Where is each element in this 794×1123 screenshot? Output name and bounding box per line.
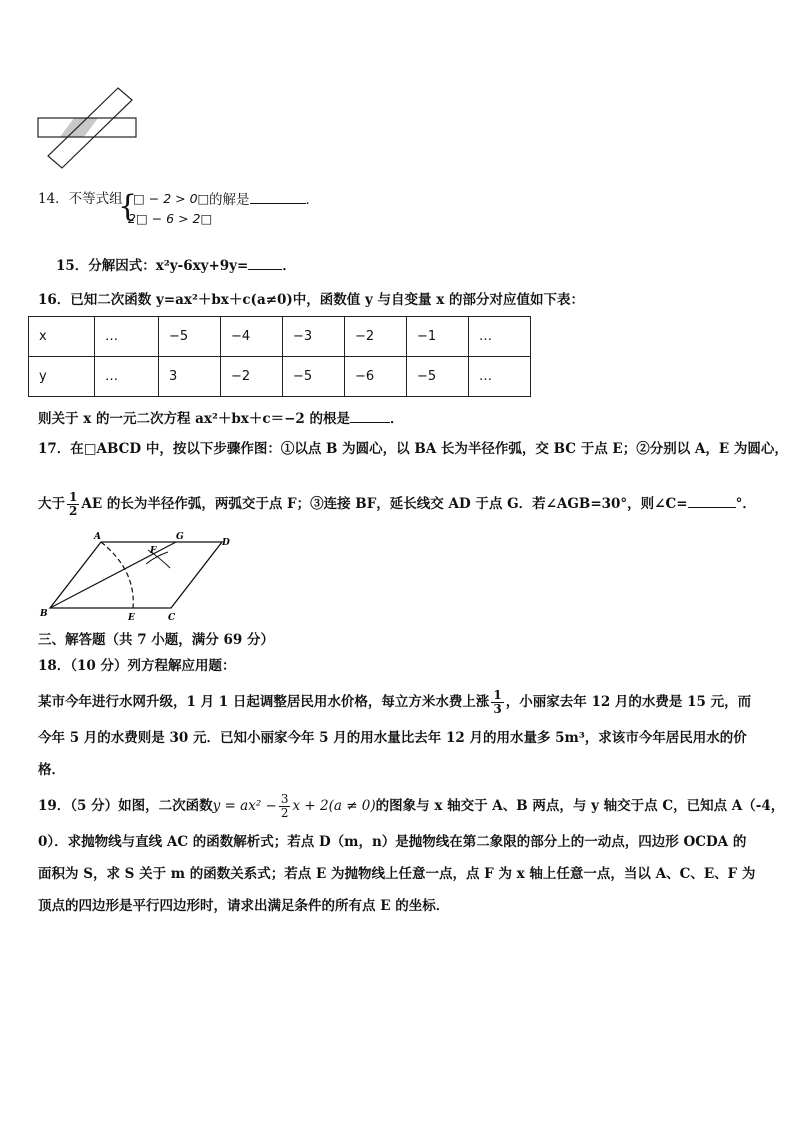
fraction-half — [67, 491, 79, 518]
system-brace: { — [118, 189, 138, 224]
table-cell: … — [469, 357, 531, 397]
q15-answer-blank[interactable] — [248, 255, 282, 270]
point-label-b: B — [40, 609, 48, 619]
section3-title: 三、解答题（共 7 小题，满分 69 分） — [38, 632, 274, 648]
q16-after — [38, 408, 758, 429]
question-18-line2 — [38, 728, 758, 748]
frac-num: 1 — [69, 490, 78, 504]
q18-title: 18．（10 分）列方程解应用题： — [38, 658, 236, 674]
question-16 — [38, 290, 758, 310]
question-19-line2 — [38, 832, 758, 852]
overlap-region — [60, 118, 98, 137]
question-17-line2 — [38, 483, 758, 519]
section-heading — [38, 630, 758, 650]
arc-ae — [101, 542, 133, 608]
frac-num: 1 — [493, 688, 502, 702]
q14-end: ． — [305, 192, 319, 208]
q15-text: 15．分解因式：x²y-6xy+9y= — [56, 258, 249, 274]
q14-answer-blank[interactable] — [250, 189, 306, 204]
frac-den: 2 — [280, 806, 289, 820]
q14-suffix: 的解是 — [209, 192, 250, 208]
q19-line4: 顶点的四边形是平行四边形时，请求出满足条件的所有点 E 的坐标． — [38, 898, 450, 914]
q14-label: 14．不等式组 — [38, 191, 123, 207]
fraction-three-halves — [279, 793, 291, 820]
point-label-g: G — [176, 532, 184, 542]
table-cell: −5 — [283, 357, 345, 397]
question-17-line1 — [38, 439, 788, 459]
table-cell: −6 — [345, 357, 407, 397]
q16-after-text: 则关于 x 的一元二次方程 ax²＋bx＋c＝−2 的根是 — [38, 411, 350, 427]
table-cell: −4 — [221, 317, 283, 357]
q18-line1-pre: 某市今年进行水网升级，1 月 1 日起调整居民用水价格，每立方米水费上涨 — [38, 694, 490, 710]
q19-line1-post: 的图象与 x 轴交于 A、B 两点，与 y 轴交于点 C，已知点 A（-4， — [375, 798, 785, 814]
table-cell: −5 — [407, 357, 469, 397]
fraction-third — [491, 689, 503, 716]
table-cell: … — [95, 357, 159, 397]
table-cell: … — [469, 317, 531, 357]
table-cell: x — [29, 317, 95, 357]
segment-bf — [50, 542, 176, 608]
parallelogram-figure — [36, 528, 236, 628]
table-cell: −2 — [221, 357, 283, 397]
q17-end: °． — [735, 496, 756, 512]
q19-line1-pre: 19．（5 分）如图，二次函数 — [38, 798, 213, 814]
question-19-line3 — [38, 864, 758, 884]
strip-overlap-figure — [34, 84, 144, 174]
point-label-e: E — [128, 613, 135, 623]
question-18-line1 — [38, 684, 758, 720]
value-table — [28, 316, 531, 397]
inequality-1: □ − 2 > 0□ — [133, 191, 210, 206]
q17-line2-pre: 大于 — [38, 496, 65, 512]
q19-line3: 面积为 S，求 S 关于 m 的函数关系式；若点 E 为抛物线上任意一点，点 F 为 x 轴上任意一点，当以 A、C、E、F 为 — [38, 866, 756, 882]
point-label-d: D — [222, 538, 230, 548]
table-cell: y — [29, 357, 95, 397]
parallelogram-abcd — [50, 542, 222, 608]
table-cell: −3 — [283, 317, 345, 357]
point-label-c: C — [168, 613, 176, 623]
q16-answer-blank[interactable] — [350, 408, 390, 423]
q14-suffix-line — [209, 189, 409, 210]
q18-line2: 今年 5 月的水费则是 30 元．已知小丽家今年 5 月的用水量比去年 12 月的用水量多 5m³，求该市今年居民用水的价 — [38, 730, 747, 746]
q17-line2-post: AE 的长为半径作弧，两弧交于点 F；③连接 BF，延长线交 AD 于点 G．若∠AGB=30°，则∠C= — [81, 496, 688, 512]
question-15 — [56, 255, 776, 276]
q17-line1: 17．在□ABCD 中，按以下步骤作图：①以点 B 为圆心，以 BA 长为半径作弧，交 BC 于点 E；②分别以 A，E 为圆心， — [38, 441, 788, 457]
question-18-line3 — [38, 760, 758, 780]
question-19-line4 — [38, 896, 758, 916]
q18-line3: 格． — [38, 762, 65, 778]
q16-text: 16．已知二次函数 y=ax²＋bx＋c(a≠0)中，函数值 y 与自变量 x 的部分对应值如下表： — [38, 292, 584, 308]
question-19-line1 — [38, 788, 785, 824]
question-18-title — [38, 656, 758, 676]
q19-line2: 0）．求抛物线与直线 AC 的函数解析式；若点 D（m，n）是抛物线在第二象限的部分上的一动点，四边形 OCDA 的 — [38, 834, 747, 850]
inequality-2: 2□ − 6 > 2□ — [128, 211, 213, 226]
q15-end: ． — [282, 258, 296, 274]
table-row — [29, 357, 531, 397]
table-cell: 3 — [159, 357, 221, 397]
q16-end: ． — [389, 411, 404, 427]
q19-func-a: y = ax² − — [212, 798, 277, 814]
table-row — [29, 317, 531, 357]
q18-line1-post: ，小丽家去年 12 月的水费是 15 元，而 — [505, 694, 752, 710]
frac-num: 3 — [280, 792, 289, 806]
frac-den: 2 — [69, 504, 78, 518]
frac-den: 3 — [493, 702, 502, 716]
table-cell: −2 — [345, 317, 407, 357]
table-cell: … — [95, 317, 159, 357]
point-label-a: A — [94, 532, 101, 542]
q19-func-b: x + 2(a ≠ 0) — [292, 798, 376, 814]
q17-answer-blank[interactable] — [688, 483, 736, 508]
point-label-f: F — [150, 546, 157, 556]
table-cell: −5 — [159, 317, 221, 357]
table-cell: −1 — [407, 317, 469, 357]
